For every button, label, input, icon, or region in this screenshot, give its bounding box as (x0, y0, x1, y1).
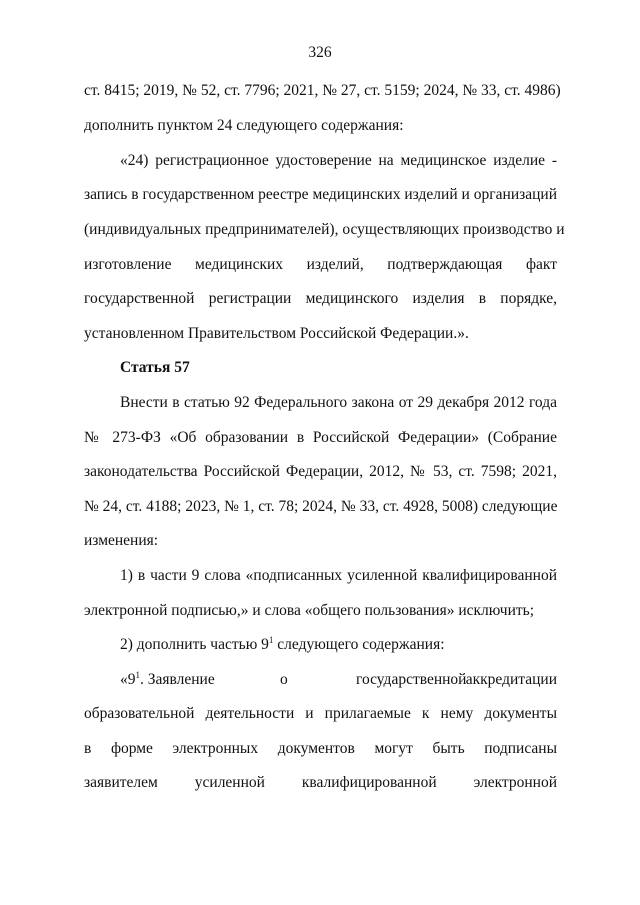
text-segment: следующего содержания: (273, 636, 445, 653)
text-segment: о (280, 671, 288, 688)
text-segment: . Заявление (140, 671, 215, 688)
text-line: Внести в статью 92 Федерального закона от 29 декабря 2012 года (120, 394, 557, 411)
text-segment: аккредитации (465, 671, 557, 688)
text-line: образовательной деятельности и прилагаемые к нему документы (84, 705, 557, 722)
text-line: 1) в части 9 слова «подписанных усиленной квалифицированной (120, 567, 557, 584)
text-line: законодательства Российской Федерации, 2012, № 53, ст. 7598; 2021, (84, 463, 557, 480)
superscript: 1 (135, 670, 140, 680)
text-segment: 2) дополнить частью 9 (120, 636, 269, 653)
text-line: изготовление медицинских изделий, подтверждающая факт (84, 256, 557, 273)
text-line: запись в государственном реестре медицинских изделий и организаций (84, 186, 557, 203)
text-line: дополнить пунктом 24 следующего содержания: (84, 117, 404, 134)
page-number: 326 (308, 44, 332, 61)
text-line: изменения: (84, 532, 159, 549)
text-line: № 273-ФЗ «Об образовании в Российской Федерации» (Собрание (84, 429, 557, 446)
text-line: в форме электронных документов могут быть подписаны (84, 740, 557, 757)
text-line: установленном Правительством Российской Федерации.». (84, 325, 469, 342)
text-segment (120, 671, 215, 689)
text-line: «24) регистрационное удостоверение на медицинское изделие - (120, 152, 557, 169)
text-segment: государственной (356, 671, 467, 688)
superscript: 1 (268, 635, 274, 645)
article-heading: Статья 57 (120, 359, 190, 376)
text-line (120, 636, 557, 654)
text-line: заявителем усиленной квалифицированной электронной (84, 774, 557, 791)
text-line: (индивидуальных предпринимателей), осуществляющих производство и (84, 221, 565, 238)
text-line: государственной регистрации медицинского изделия в порядке, (84, 290, 557, 307)
text-line: ст. 8415; 2019, № 52, ст. 7796; 2021, № 27, ст. 5159; 2024, № 33, ст. 4986) (84, 82, 561, 99)
text-line: электронной подписью,» и слова «общего пользования» исключить; (84, 602, 535, 619)
text-segment: «9 (120, 671, 136, 688)
text-line: № 24, ст. 4188; 2023, № 1, ст. 78; 2024, № 33, ст. 4928, 5008) следующие (84, 498, 558, 515)
